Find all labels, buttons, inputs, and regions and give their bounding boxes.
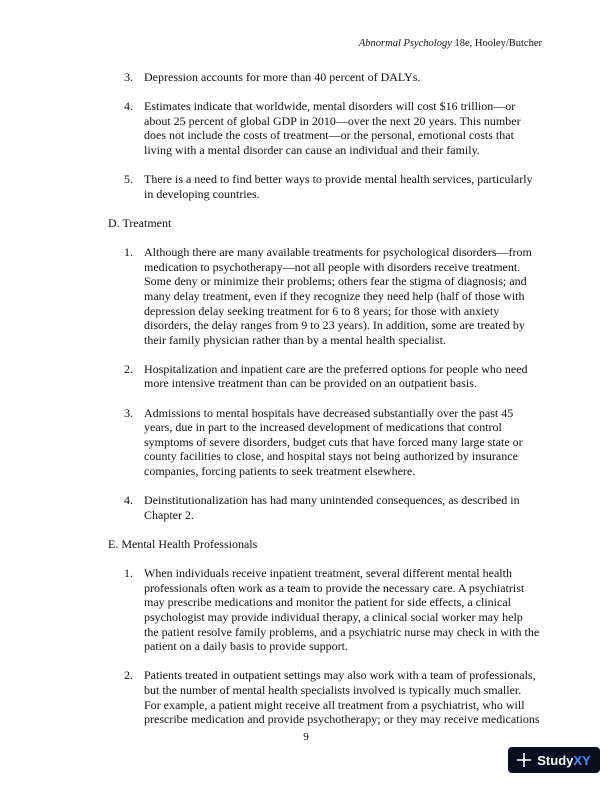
item-number: 3. (124, 70, 133, 84)
item-text: Patients treated in outpatient settings may also work with a team of professionals, but the number of mental health specialists involved is typically much smaller. For example, a patient might receive all treatment from a psychiatrist, who will prescribe medication and provide psychotherapy; or they may receive medications (144, 668, 540, 727)
item-text: Although there are many available treatments for psychological disorders—from medication to psychotherapy—not all people with disorders receive treatment. Some deny or minimize their problems; others fear the stigma of diagnosis; and many delay treatment, even if they recognize they need help (half of those with depression delay seeking treatment for 6 to 8 years; for those with anxiety disorders, the delay ranges from 9 to 23 years). In addition, some are treated by their family physician rather than by a mental health specialist. (144, 245, 532, 347)
item-number: 1. (124, 566, 133, 581)
list-item (108, 70, 540, 85)
item-text: There is a need to find better ways to provide mental health services, particularly in developing countries. (144, 172, 533, 201)
item-text: Depression accounts for more than 40 percent of DALYs. (144, 70, 421, 84)
item-text: Deinstitutionalization has had many unintended consequences, as described in Chapter 2. (144, 493, 520, 522)
item-number: 3. (124, 405, 133, 420)
item-number: 2. (124, 668, 133, 683)
plus-icon (517, 753, 531, 767)
item-text: Admissions to mental hospitals have decreased substantially over the past 45 years, due in part to the increased development of medications that control symptoms of severe disorders, budget cuts that have forced many large state or county facilities to close, and hospital stays not being authorized by insurance companies, forcing patients to seek treatment elsewhere. (144, 405, 523, 479)
item-text: Hospitalization and inpatient care are the preferred options for people who need more intensive treatment than can be provided on an outpatient basis. (144, 361, 528, 391)
page-number: 9 (303, 731, 309, 743)
book-title: Abnormal Psychology (358, 38, 452, 49)
item-text: Estimates indicate that worldwide, mental disorders will cost $16 trillion—or about 25 percent of global GDP in 2010—over the next 20 years. This number does not include the costs of treatment—or the personal, emotional costs that living with a mental disorder can cause an individual and their family. (144, 99, 521, 157)
list-item (108, 99, 540, 157)
section-heading-treatment: D. Treatment (108, 215, 172, 230)
list-item (108, 493, 540, 522)
item-number: 2. (124, 361, 133, 376)
list-item (108, 406, 540, 479)
item-number: 4. (124, 493, 133, 508)
list-item (108, 172, 540, 201)
studyxy-badge[interactable] (508, 747, 600, 773)
brand-accent: XY (573, 752, 591, 768)
brand-wordmark (537, 753, 590, 768)
page-body (108, 70, 540, 741)
item-text: When individuals receive inpatient treatment, several different mental health professionals often work as a team to provide the necessary care. A psychiatrist may prescribe medications and monitor the patient for side effects, a clinical psychologist may provide individual therapy, a clinical social worker may help the patient resolve family problems, and a psychiatric nurse may check in with the patient on a daily basis to provide support. (144, 566, 540, 654)
list-item (108, 362, 540, 391)
item-number: 5. (124, 172, 133, 187)
section-heading-professionals: E. Mental Health Professionals (108, 537, 258, 551)
item-number: 1. (124, 245, 133, 260)
brand-main: Study (537, 752, 574, 768)
book-edition: 18e, Hooley/Butcher (451, 38, 542, 49)
list-item (108, 566, 540, 654)
list-item (108, 245, 540, 347)
item-number: 4. (124, 99, 133, 114)
running-header (359, 38, 542, 49)
list-item (108, 668, 540, 726)
